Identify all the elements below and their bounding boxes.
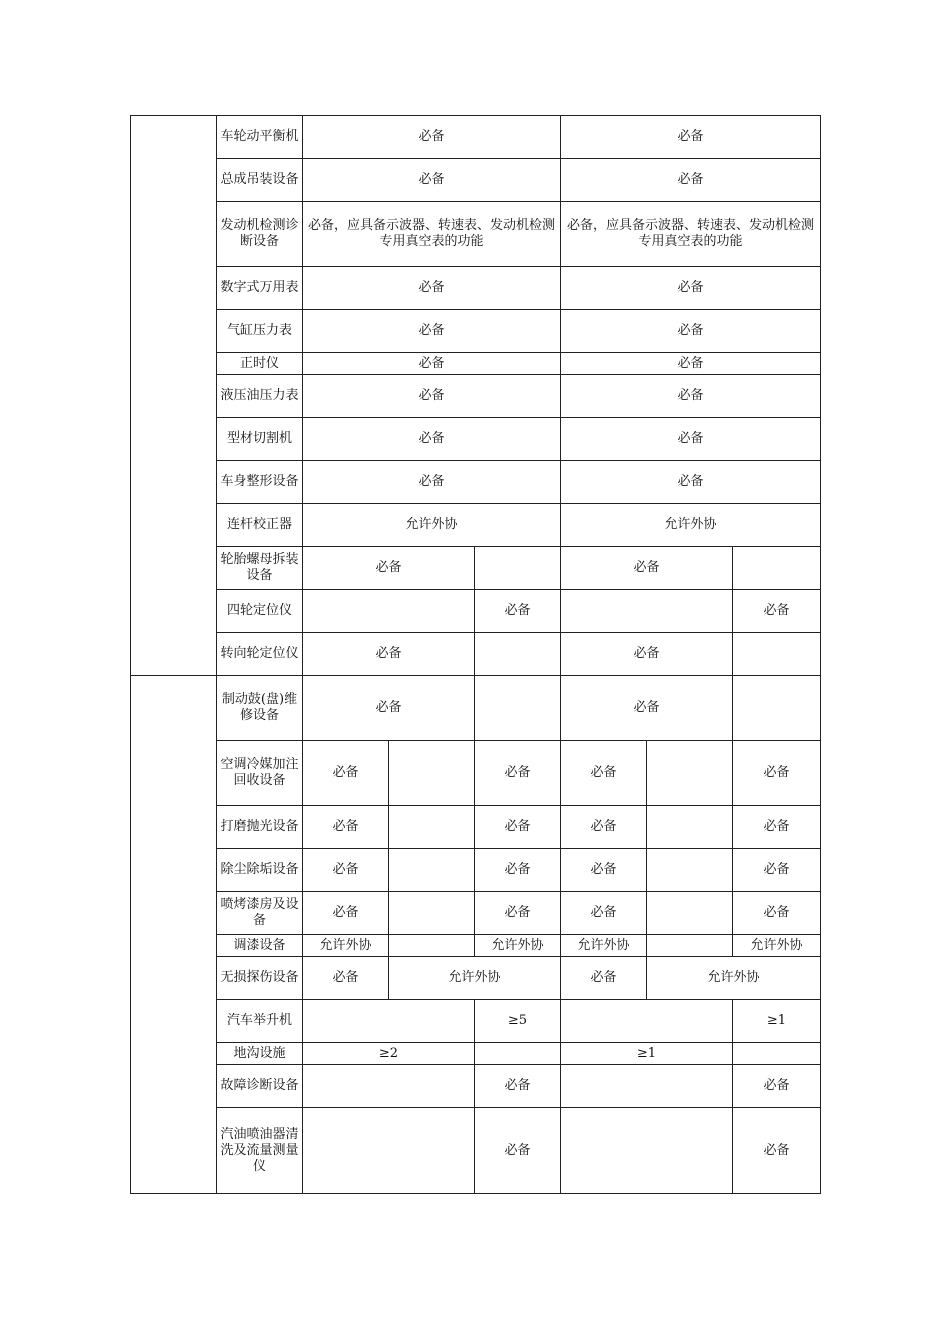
table-row <box>131 676 821 741</box>
requirement-cell: 必备 <box>303 375 561 418</box>
table-row <box>131 590 821 633</box>
equipment-name: 汽车举升机 <box>217 1000 303 1043</box>
requirement-cell: 允许外协 <box>561 935 647 957</box>
requirement-cell: 必备 <box>303 547 475 590</box>
requirement-cell: 必备 <box>561 418 821 461</box>
requirement-cell: 必备 <box>475 849 561 892</box>
requirement-cell: 必备 <box>561 461 821 504</box>
requirement-cell: 必备 <box>303 267 561 310</box>
requirement-cell: 必备 <box>561 957 647 1000</box>
requirement-cell <box>733 676 821 741</box>
requirement-cell <box>733 633 821 676</box>
table-row <box>131 633 821 676</box>
requirement-cell: 必备 <box>303 676 475 741</box>
requirement-cell: 必备 <box>303 353 561 375</box>
table-row <box>131 375 821 418</box>
requirement-cell: 必备 <box>561 892 647 935</box>
requirement-cell: 必备 <box>733 1065 821 1108</box>
requirement-cell: 必备 <box>561 267 821 310</box>
requirement-cell: 允许外协 <box>733 935 821 957</box>
requirement-cell: ≥1 <box>733 1000 821 1043</box>
requirement-cell: ≥5 <box>475 1000 561 1043</box>
requirement-cell <box>561 1108 733 1194</box>
requirement-cell <box>561 590 733 633</box>
requirement-cell: 允许外协 <box>561 504 821 547</box>
requirement-cell: 必备 <box>733 849 821 892</box>
requirement-cell: 必备 <box>303 633 475 676</box>
requirement-cell: 必备 <box>475 590 561 633</box>
equipment-name: 车轮动平衡机 <box>217 116 303 159</box>
equipment-name: 总成吊装设备 <box>217 159 303 202</box>
requirement-cell: 必备 <box>733 806 821 849</box>
equipment-name: 转向轮定位仪 <box>217 633 303 676</box>
requirement-cell: 必备 <box>561 159 821 202</box>
requirement-cell <box>733 1043 821 1065</box>
requirement-cell: 允许外协 <box>303 504 561 547</box>
requirement-cell: 必备 <box>733 741 821 806</box>
table-row <box>131 1108 821 1194</box>
requirement-cell: 必备 <box>475 806 561 849</box>
equipment-name: 数字式万用表 <box>217 267 303 310</box>
equipment-name: 无损探伤设备 <box>217 957 303 1000</box>
requirement-cell <box>303 1108 475 1194</box>
requirement-cell <box>647 806 733 849</box>
requirement-cell <box>475 633 561 676</box>
requirement-cell <box>389 806 475 849</box>
table-row <box>131 849 821 892</box>
requirement-cell: 必备，应具备示波器、转速表、发动机检测专用真空表的功能 <box>561 202 821 267</box>
category-cell <box>131 676 217 1194</box>
requirement-cell: 必备 <box>475 741 561 806</box>
requirement-cell <box>475 676 561 741</box>
requirement-cell <box>561 1000 733 1043</box>
requirement-cell: 必备 <box>561 806 647 849</box>
requirement-cell: 允许外协 <box>303 935 389 957</box>
requirement-cell: 必备 <box>475 1065 561 1108</box>
requirement-cell: 允许外协 <box>647 957 821 1000</box>
table-row <box>131 418 821 461</box>
requirement-cell: 必备 <box>303 957 389 1000</box>
equipment-name: 调漆设备 <box>217 935 303 957</box>
requirement-cell: 必备 <box>303 310 561 353</box>
table-row <box>131 353 821 375</box>
equipment-name: 喷烤漆房及设备 <box>217 892 303 935</box>
requirement-cell <box>475 1043 561 1065</box>
table-row <box>131 267 821 310</box>
equipment-name: 车身整形设备 <box>217 461 303 504</box>
equipment-name: 气缸压力表 <box>217 310 303 353</box>
equipment-name: 轮胎螺母拆装设备 <box>217 547 303 590</box>
equipment-name: 空调冷媒加注回收设备 <box>217 741 303 806</box>
requirement-cell <box>303 590 475 633</box>
requirement-cell: 必备 <box>303 418 561 461</box>
table-row <box>131 806 821 849</box>
table-row <box>131 159 821 202</box>
requirement-cell <box>733 547 821 590</box>
requirement-cell: 必备 <box>475 892 561 935</box>
requirement-cell <box>303 1065 475 1108</box>
equipment-name: 液压油压力表 <box>217 375 303 418</box>
table-row <box>131 547 821 590</box>
requirement-cell: 必备 <box>733 590 821 633</box>
table-row <box>131 116 821 159</box>
equipment-name: 发动机检测诊断设备 <box>217 202 303 267</box>
requirement-cell <box>389 892 475 935</box>
equipment-name: 型材切割机 <box>217 418 303 461</box>
requirement-cell <box>647 892 733 935</box>
requirement-cell: ≥1 <box>561 1043 733 1065</box>
table-row <box>131 957 821 1000</box>
requirement-cell <box>561 1065 733 1108</box>
requirement-cell: 必备 <box>303 849 389 892</box>
requirement-cell: 允许外协 <box>475 935 561 957</box>
requirement-cell: 必备 <box>303 806 389 849</box>
equipment-name: 打磨抛光设备 <box>217 806 303 849</box>
table-row <box>131 741 821 806</box>
requirement-cell <box>647 935 733 957</box>
table-row <box>131 1043 821 1065</box>
equipment-name: 汽油喷油器清洗及流量测量仪 <box>217 1108 303 1194</box>
table-row <box>131 310 821 353</box>
equipment-name: 故障诊断设备 <box>217 1065 303 1108</box>
requirement-cell: 必备 <box>561 633 733 676</box>
table-row <box>131 202 821 267</box>
requirement-cell <box>389 849 475 892</box>
requirement-cell: 必备 <box>561 741 647 806</box>
requirement-cell: 必备 <box>561 116 821 159</box>
requirement-cell: 必备 <box>733 892 821 935</box>
category-cell <box>131 116 217 676</box>
requirement-cell: 必备 <box>475 1108 561 1194</box>
equipment-name: 正时仪 <box>217 353 303 375</box>
table-row <box>131 935 821 957</box>
requirement-cell: 必备 <box>561 353 821 375</box>
requirement-cell <box>303 1000 475 1043</box>
requirement-cell <box>389 741 475 806</box>
equipment-name: 地沟设施 <box>217 1043 303 1065</box>
equipment-name: 四轮定位仪 <box>217 590 303 633</box>
requirement-cell: ≥2 <box>303 1043 475 1065</box>
requirement-cell: 必备 <box>303 159 561 202</box>
requirement-cell: 必备 <box>733 1108 821 1194</box>
requirement-cell: 必备 <box>303 116 561 159</box>
requirement-cell: 必备，应具备示波器、转速表、发动机检测专用真空表的功能 <box>303 202 561 267</box>
equipment-name: 连杆校正器 <box>217 504 303 547</box>
requirement-cell: 必备 <box>561 849 647 892</box>
table-row <box>131 892 821 935</box>
requirement-cell <box>647 849 733 892</box>
table-row <box>131 461 821 504</box>
requirement-cell: 必备 <box>303 741 389 806</box>
table-row <box>131 1000 821 1043</box>
equipment-name: 制动鼓(盘)维修设备 <box>217 676 303 741</box>
requirement-cell <box>475 547 561 590</box>
table-row <box>131 504 821 547</box>
table-row <box>131 1065 821 1108</box>
equipment-requirements-table <box>130 115 821 1194</box>
equipment-name: 除尘除垢设备 <box>217 849 303 892</box>
requirement-cell <box>647 741 733 806</box>
requirement-cell: 必备 <box>303 892 389 935</box>
requirement-cell: 必备 <box>561 375 821 418</box>
requirement-cell: 必备 <box>561 676 733 741</box>
requirement-cell <box>389 935 475 957</box>
requirement-cell: 允许外协 <box>389 957 561 1000</box>
requirement-cell: 必备 <box>303 461 561 504</box>
requirement-cell: 必备 <box>561 310 821 353</box>
requirement-cell: 必备 <box>561 547 733 590</box>
